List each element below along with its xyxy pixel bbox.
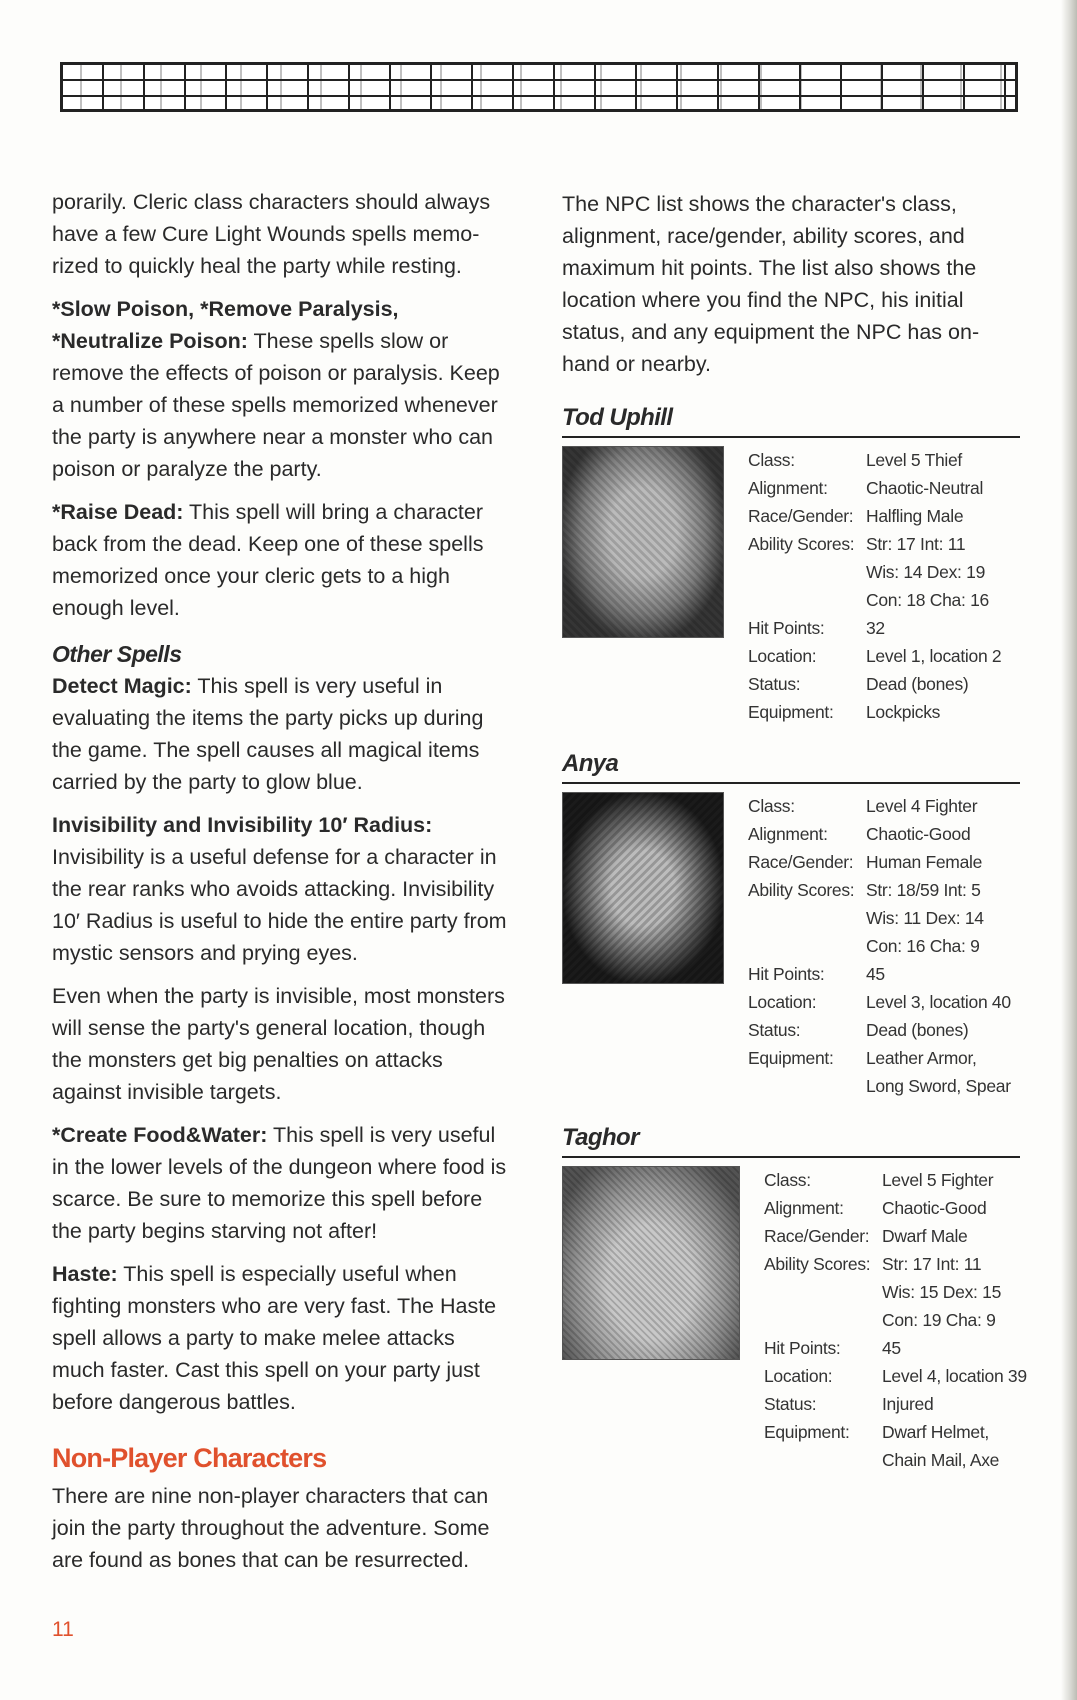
invisibility-title: Invisibility and Invisibility 10′ Radius: bbox=[52, 813, 433, 837]
label-status: Status: bbox=[764, 1394, 817, 1414]
value-alignment: Chaotic-Good bbox=[882, 1198, 987, 1218]
other-spells-heading: Other Spells bbox=[52, 641, 182, 667]
value-equipment: Leather Armor, Long Sword, Spear bbox=[866, 1048, 1011, 1096]
value-status: Dead (bones) bbox=[866, 674, 969, 694]
value-alignment: Chaotic-Neutral bbox=[866, 478, 984, 498]
paragraph-create-food bbox=[52, 1119, 512, 1247]
right-column bbox=[562, 188, 1027, 1474]
slow-poison-text: These spells slow or remove the effects of poison or paralysis. Keep a number of these spells memorized whenever the party is anywhere near a monster who can poison or paralyze the party. bbox=[52, 329, 500, 481]
label-equipment: Equipment: bbox=[748, 1048, 834, 1068]
label-location: Location: bbox=[748, 992, 817, 1012]
label-ability-scores: Ability Scores: bbox=[748, 534, 855, 554]
npc-entry-taghor bbox=[562, 1122, 1027, 1474]
value-ability-line-3: Con: 18 Cha: 16 bbox=[866, 590, 989, 610]
value-ability-line-2: Wis: 11 Dex: 14 bbox=[866, 908, 984, 928]
npc-name: Anya bbox=[562, 748, 1020, 784]
book-spine-shadow bbox=[1061, 0, 1077, 1700]
label-location: Location: bbox=[748, 646, 817, 666]
paragraph-raise-dead bbox=[52, 496, 512, 624]
value-status: Injured bbox=[882, 1394, 934, 1414]
label-equipment: Equipment: bbox=[748, 702, 834, 722]
value-hit-points: 45 bbox=[866, 964, 885, 984]
value-race-gender: Halfling Male bbox=[866, 506, 964, 526]
label-race-gender: Race/Gender: bbox=[748, 506, 854, 526]
paragraph-npc-intro: There are nine non-player characters that can join the party throughout the adventure. Some are found as bones that can be resurrected. bbox=[52, 1484, 490, 1572]
label-race-gender: Race/Gender: bbox=[764, 1226, 870, 1246]
create-food-text: This spell is very useful in the lower levels of the dungeon where food is scarce. Be sure to memorize this spell before the party begins starving not after! bbox=[52, 1123, 507, 1243]
value-alignment: Chaotic-Good bbox=[866, 824, 971, 844]
left-column bbox=[52, 186, 512, 1587]
label-location: Location: bbox=[764, 1366, 833, 1386]
npc-stats bbox=[748, 446, 1016, 726]
detect-magic-text: This spell is very useful in evaluating the items the party picks up during the game. The spell causes all magical items carried by the party to glow blue. bbox=[52, 674, 484, 794]
label-status: Status: bbox=[748, 1020, 801, 1040]
value-ability-line-1: Str: 17 Int: 11 bbox=[866, 534, 966, 554]
paragraph-invisible-party: Even when the party is invisible, most monsters will sense the party's general location, though the monsters get big penalties on attacks against invisible targets. bbox=[52, 984, 505, 1104]
label-alignment: Alignment: bbox=[748, 478, 828, 498]
label-class: Class: bbox=[748, 450, 795, 470]
npc-stats bbox=[748, 792, 1016, 1100]
label-ability-scores: Ability Scores: bbox=[764, 1254, 871, 1274]
label-race-gender: Race/Gender: bbox=[748, 852, 854, 872]
value-class: Level 5 Fighter bbox=[882, 1170, 994, 1190]
label-alignment: Alignment: bbox=[764, 1198, 844, 1218]
value-ability-line-2: Wis: 15 Dex: 15 bbox=[882, 1282, 1002, 1302]
label-equipment: Equipment: bbox=[764, 1422, 850, 1442]
create-food-title: *Create Food&Water: bbox=[52, 1123, 268, 1147]
npc-name: Taghor bbox=[562, 1122, 1020, 1158]
haste-title: Haste: bbox=[52, 1262, 118, 1286]
label-ability-scores: Ability Scores: bbox=[748, 880, 855, 900]
value-ability-line-2: Wis: 14 Dex: 19 bbox=[866, 562, 986, 582]
value-location: Level 4, location 39 bbox=[882, 1366, 1027, 1386]
value-hit-points: 32 bbox=[866, 618, 885, 638]
value-equipment: Dwarf Helmet, Chain Mail, Axe bbox=[882, 1422, 1000, 1470]
paragraph-slow-poison bbox=[52, 293, 512, 485]
label-class: Class: bbox=[764, 1170, 811, 1190]
value-equipment: Lockpicks bbox=[866, 702, 941, 722]
raise-dead-title: *Raise Dead: bbox=[52, 500, 184, 524]
label-alignment: Alignment: bbox=[748, 824, 828, 844]
paragraph-detect-magic bbox=[52, 670, 512, 798]
value-ability-line-3: Con: 19 Cha: 9 bbox=[882, 1310, 996, 1330]
invisibility-text: Invisibility is a useful defense for a character in the rear ranks who avoids attacking. Invisibility 10′ Radius is useful to hide the entire party from mystic sensors and prying eyes. bbox=[52, 845, 507, 965]
value-ability-line-3: Con: 16 Cha: 9 bbox=[866, 936, 980, 956]
paragraph-invisibility bbox=[52, 809, 512, 969]
label-status: Status: bbox=[748, 674, 801, 694]
npc-entry-tod-uphill bbox=[562, 402, 1022, 726]
slow-poison-title: *Slow Poison, *Remove Paralysis, *Neutralize Poison: bbox=[52, 297, 399, 353]
label-class: Class: bbox=[748, 796, 795, 816]
npc-list-intro: The NPC list shows the character's class, alignment, race/gender, ability scores, and maximum hit points. The list also shows the location where you find the NPC, his initial status, and any equipment the NPC has on-hand or nearby. bbox=[562, 192, 980, 376]
paragraph-cure-light: porarily. Cleric class characters should always have a few Cure Light Wounds spells memorized to quickly heal the party while resting. bbox=[52, 190, 491, 278]
npc-portrait-image bbox=[562, 446, 724, 638]
stone-wall-banner bbox=[60, 62, 1018, 112]
value-location: Level 3, location 40 bbox=[866, 992, 1011, 1012]
value-race-gender: Human Female bbox=[866, 852, 983, 872]
npc-portrait-image bbox=[562, 1166, 740, 1360]
npc-entry-anya bbox=[562, 748, 1022, 1100]
value-ability-line-1: Str: 18/59 Int: 5 bbox=[866, 880, 981, 900]
detect-magic-title: Detect Magic: bbox=[52, 674, 192, 698]
value-hit-points: 45 bbox=[882, 1338, 901, 1358]
label-hit-points: Hit Points: bbox=[748, 618, 825, 638]
value-race-gender: Dwarf Male bbox=[882, 1226, 968, 1246]
label-hit-points: Hit Points: bbox=[764, 1338, 841, 1358]
npc-portrait-image bbox=[562, 792, 724, 984]
value-location: Level 1, location 2 bbox=[866, 646, 1002, 666]
value-ability-line-1: Str: 17 Int: 11 bbox=[882, 1254, 982, 1274]
paragraph-haste bbox=[52, 1258, 512, 1418]
raise-dead-text: This spell will bring a character back from the dead. Keep one of these spells memorized once your cleric gets to a high enough level. bbox=[52, 500, 484, 620]
haste-text: This spell is especially useful when fighting monsters who are very fast. The Haste spell allows a party to make melee attacks much faster. Cast this spell on your party just before dangerous battles. bbox=[52, 1262, 497, 1414]
npc-stats bbox=[764, 1166, 1032, 1474]
value-class: Level 4 Fighter bbox=[866, 796, 978, 816]
label-hit-points: Hit Points: bbox=[748, 964, 825, 984]
value-class: Level 5 Thief bbox=[866, 450, 962, 470]
npc-section-heading: Non-Player Characters bbox=[52, 1443, 327, 1473]
page-number: 11 bbox=[52, 1618, 74, 1641]
value-status: Dead (bones) bbox=[866, 1020, 969, 1040]
npc-name: Tod Uphill bbox=[562, 402, 1020, 438]
